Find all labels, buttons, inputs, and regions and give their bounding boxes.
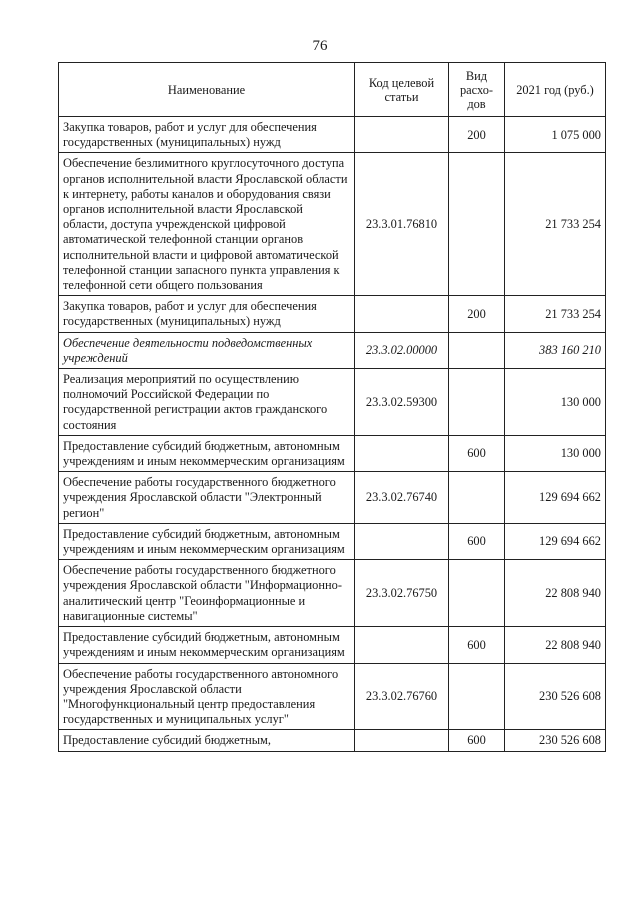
row-code [355,523,449,559]
row-code [355,730,449,751]
row-amount: 21 733 254 [505,296,606,332]
row-code [355,117,449,153]
row-amount: 22 808 940 [505,560,606,627]
row-name: Предоставление субсидий бюджетным, автономным учреждениям и иным некоммерческим организациям [59,627,355,663]
row-code: 23.3.02.00000 [355,332,449,368]
table-row [59,627,606,663]
row-type: 200 [449,296,505,332]
row-type [449,369,505,436]
row-type: 600 [449,523,505,559]
row-type [449,332,505,368]
row-amount: 21 733 254 [505,153,606,296]
table-row [59,730,606,751]
row-amount: 230 526 608 [505,730,606,751]
row-name: Предоставление субсидий бюджетным, автономным учреждениям и иным некоммерческим организациям [59,523,355,559]
row-name: Обеспечение работы государственного автономного учреждения Ярославской области "Многофункциональный центр предоставления государственных и муниципальных услуг" [59,663,355,730]
row-name: Предоставление субсидий бюджетным, автономным учреждениям и иным некоммерческим организациям [59,435,355,471]
row-type: 600 [449,435,505,471]
row-name: Обеспечение работы государственного бюджетного учреждения Ярославской области "Электронный регион" [59,472,355,524]
table-row [59,523,606,559]
row-amount: 22 808 940 [505,627,606,663]
row-type [449,663,505,730]
budget-table [58,62,606,752]
row-code: 23.3.01.76810 [355,153,449,296]
row-code: 23.3.02.59300 [355,369,449,436]
row-type [449,560,505,627]
header-name: Наименование [59,63,355,117]
row-code: 23.3.02.76760 [355,663,449,730]
row-amount: 129 694 662 [505,472,606,524]
row-code [355,435,449,471]
row-type: 200 [449,117,505,153]
row-amount: 130 000 [505,369,606,436]
row-code [355,627,449,663]
header-code: Код целевой статьи [355,63,449,117]
row-name: Предоставление субсидий бюджетным, [59,730,355,751]
table-row [59,435,606,471]
row-name: Обеспечение деятельности подведомственных учреждений [59,332,355,368]
row-code: 23.3.02.76750 [355,560,449,627]
row-name: Реализация мероприятий по осуществлению полномочий Российской Федерации по государственной регистрации актов гражданского состояния [59,369,355,436]
row-type: 600 [449,730,505,751]
row-type [449,153,505,296]
row-amount: 230 526 608 [505,663,606,730]
header-type: Вид расхо-дов [449,63,505,117]
table-row [59,472,606,524]
row-name: Обеспечение безлимитного круглосуточного доступа органов исполнительной власти Ярославской области к интернету, работы каналов и оборудования связи органов исполнительной власти Ярославской области, доступа учрежденской цифровой автоматической телефонной станции органов исполнительной власти и цифровой автоматической телефонной станции запасного пункта управления к телефонной сети общего пользования [59,153,355,296]
table-row [59,153,606,296]
header-amount: 2021 год (руб.) [505,63,606,117]
row-amount: 1 075 000 [505,117,606,153]
table-row [59,663,606,730]
row-type: 600 [449,627,505,663]
table-row [59,560,606,627]
table-row [59,332,606,368]
row-amount: 129 694 662 [505,523,606,559]
row-amount: 130 000 [505,435,606,471]
row-code: 23.3.02.76740 [355,472,449,524]
row-name: Обеспечение работы государственного бюджетного учреждения Ярославской области "Информационно-аналитический центр "Геоинформационные и навигационные системы" [59,560,355,627]
row-type [449,472,505,524]
row-name: Закупка товаров, работ и услуг для обеспечения государственных (муниципальных) нужд [59,296,355,332]
table-row [59,296,606,332]
row-amount: 383 160 210 [505,332,606,368]
table-row [59,117,606,153]
table-header-row [59,63,606,117]
page-number: 76 [312,38,328,54]
row-code [355,296,449,332]
table-row [59,369,606,436]
row-name: Закупка товаров, работ и услуг для обеспечения государственных (муниципальных) нужд [59,117,355,153]
